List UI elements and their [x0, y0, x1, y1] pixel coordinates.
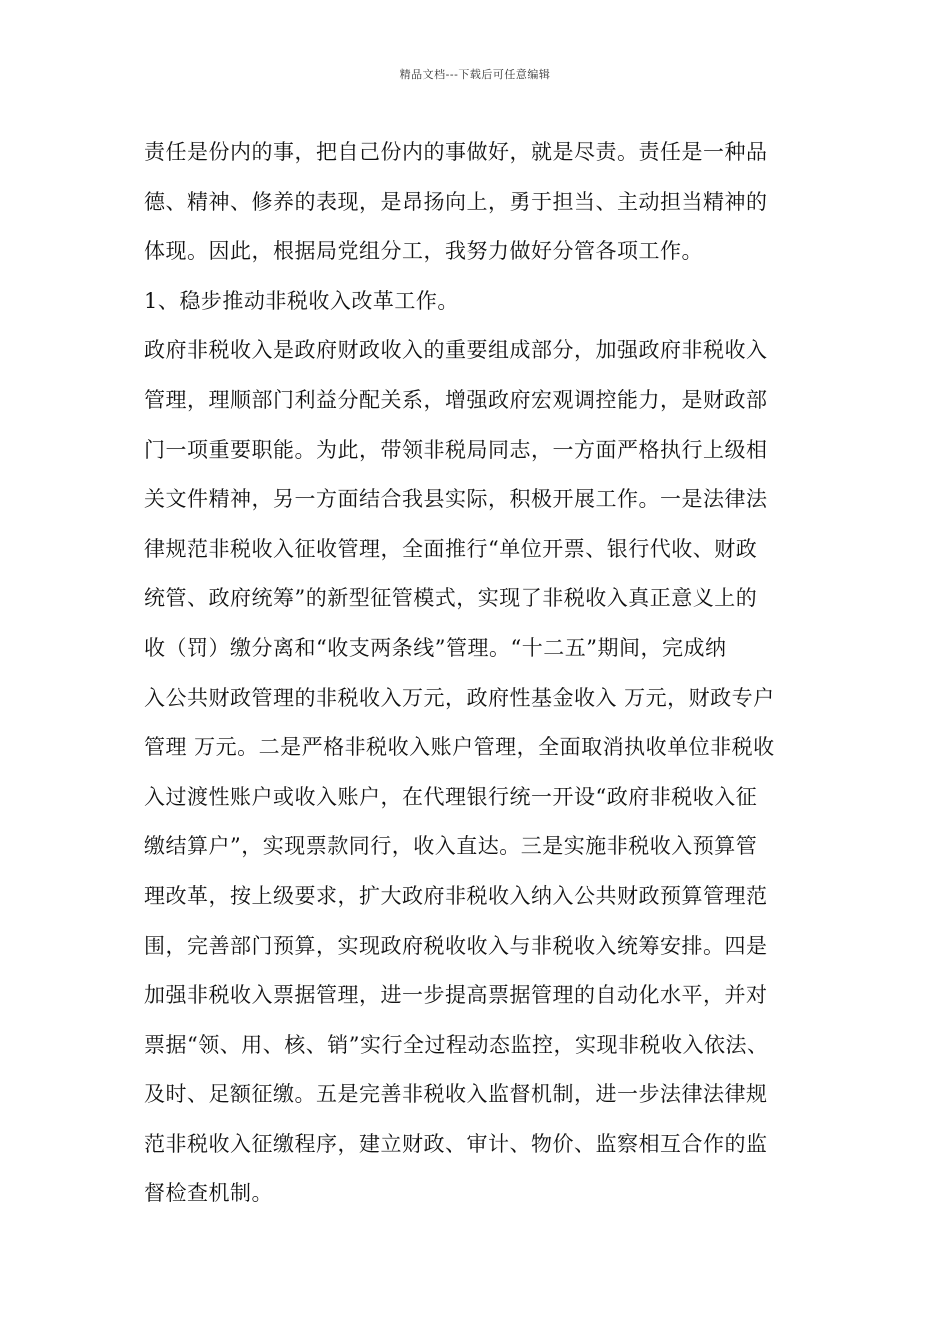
text-line: 督检查机制。 — [144, 1181, 273, 1206]
text-line: 责任是份内的事，把自己份内的事做好，就是尽责。责任是一种品 — [144, 140, 768, 164]
section-heading: 1、稳步推动非税收入改革工作。 — [144, 288, 459, 313]
text-line: 德、精神、修养的表现，是昂扬向上，勇于担当、主动担当精神的 — [144, 189, 768, 214]
text-line: 票据“领、用、核、销”实行全过程动态监控，实现非税收入依法、 — [144, 1032, 769, 1057]
text-line: 入过渡性账户或收入账户，在代理银行统一开设“政府非税收入征 — [144, 784, 758, 809]
text-line: 体现。因此，根据局党组分工，我努力做好分管各项工作。 — [144, 239, 703, 264]
text-line: 关文件精神，另一方面结合我县实际，积极开展工作。一是法律法 — [144, 487, 768, 512]
body-text — [144, 128, 816, 1219]
text-line: 门一项重要职能。为此，带领非税局同志，一方面严格执行上级相 — [144, 437, 768, 462]
text-line: 政府非税收入是政府财政收入的重要组成部分，加强政府非税收入 — [144, 338, 768, 363]
text-line: 律规范非税收入征收管理，全面推行“单位开票、银行代收、财政 — [144, 536, 758, 561]
text-line: 管理，理顺部门利益分配关系，增强政府宏观调控能力，是财政部 — [144, 387, 768, 412]
text-line: 入公共财政管理的非税收入万元，政府性基金收入 万元，财政专户 — [144, 685, 775, 710]
text-line: 管理 万元。二是严格非税收入账户管理，全面取消执收单位非税收 — [144, 735, 775, 760]
text-line: 统管、政府统筹”的新型征管模式，实现了非税收入真正意义上的 — [144, 586, 758, 611]
text-line: 范非税收入征缴程序，建立财政、审计、物价、监察相互合作的监 — [144, 1131, 768, 1156]
text-line: 及时、足额征缴。五是完善非税收入监督机制，进一步法律法律规 — [144, 1082, 768, 1107]
page-header: 精品文档---下载后可任意编辑 — [399, 68, 551, 81]
text-line: 理改革，按上级要求，扩大政府非税收入纳入公共财政预算管理范 — [144, 883, 768, 908]
text-line: 收（罚）缴分离和“收支两条线”管理。“十二五”期间，完成纳 — [144, 635, 727, 660]
text-line: 加强非税收入票据管理，进一步提高票据管理的自动化水平，并对 — [144, 983, 768, 1008]
text-line: 围，完善部门预算，实现政府税收收入与非税收入统筹安排。四是 — [144, 933, 768, 958]
text-line: 缴结算户”，实现票款同行，收入直达。三是实施非税收入预算管 — [144, 834, 758, 859]
